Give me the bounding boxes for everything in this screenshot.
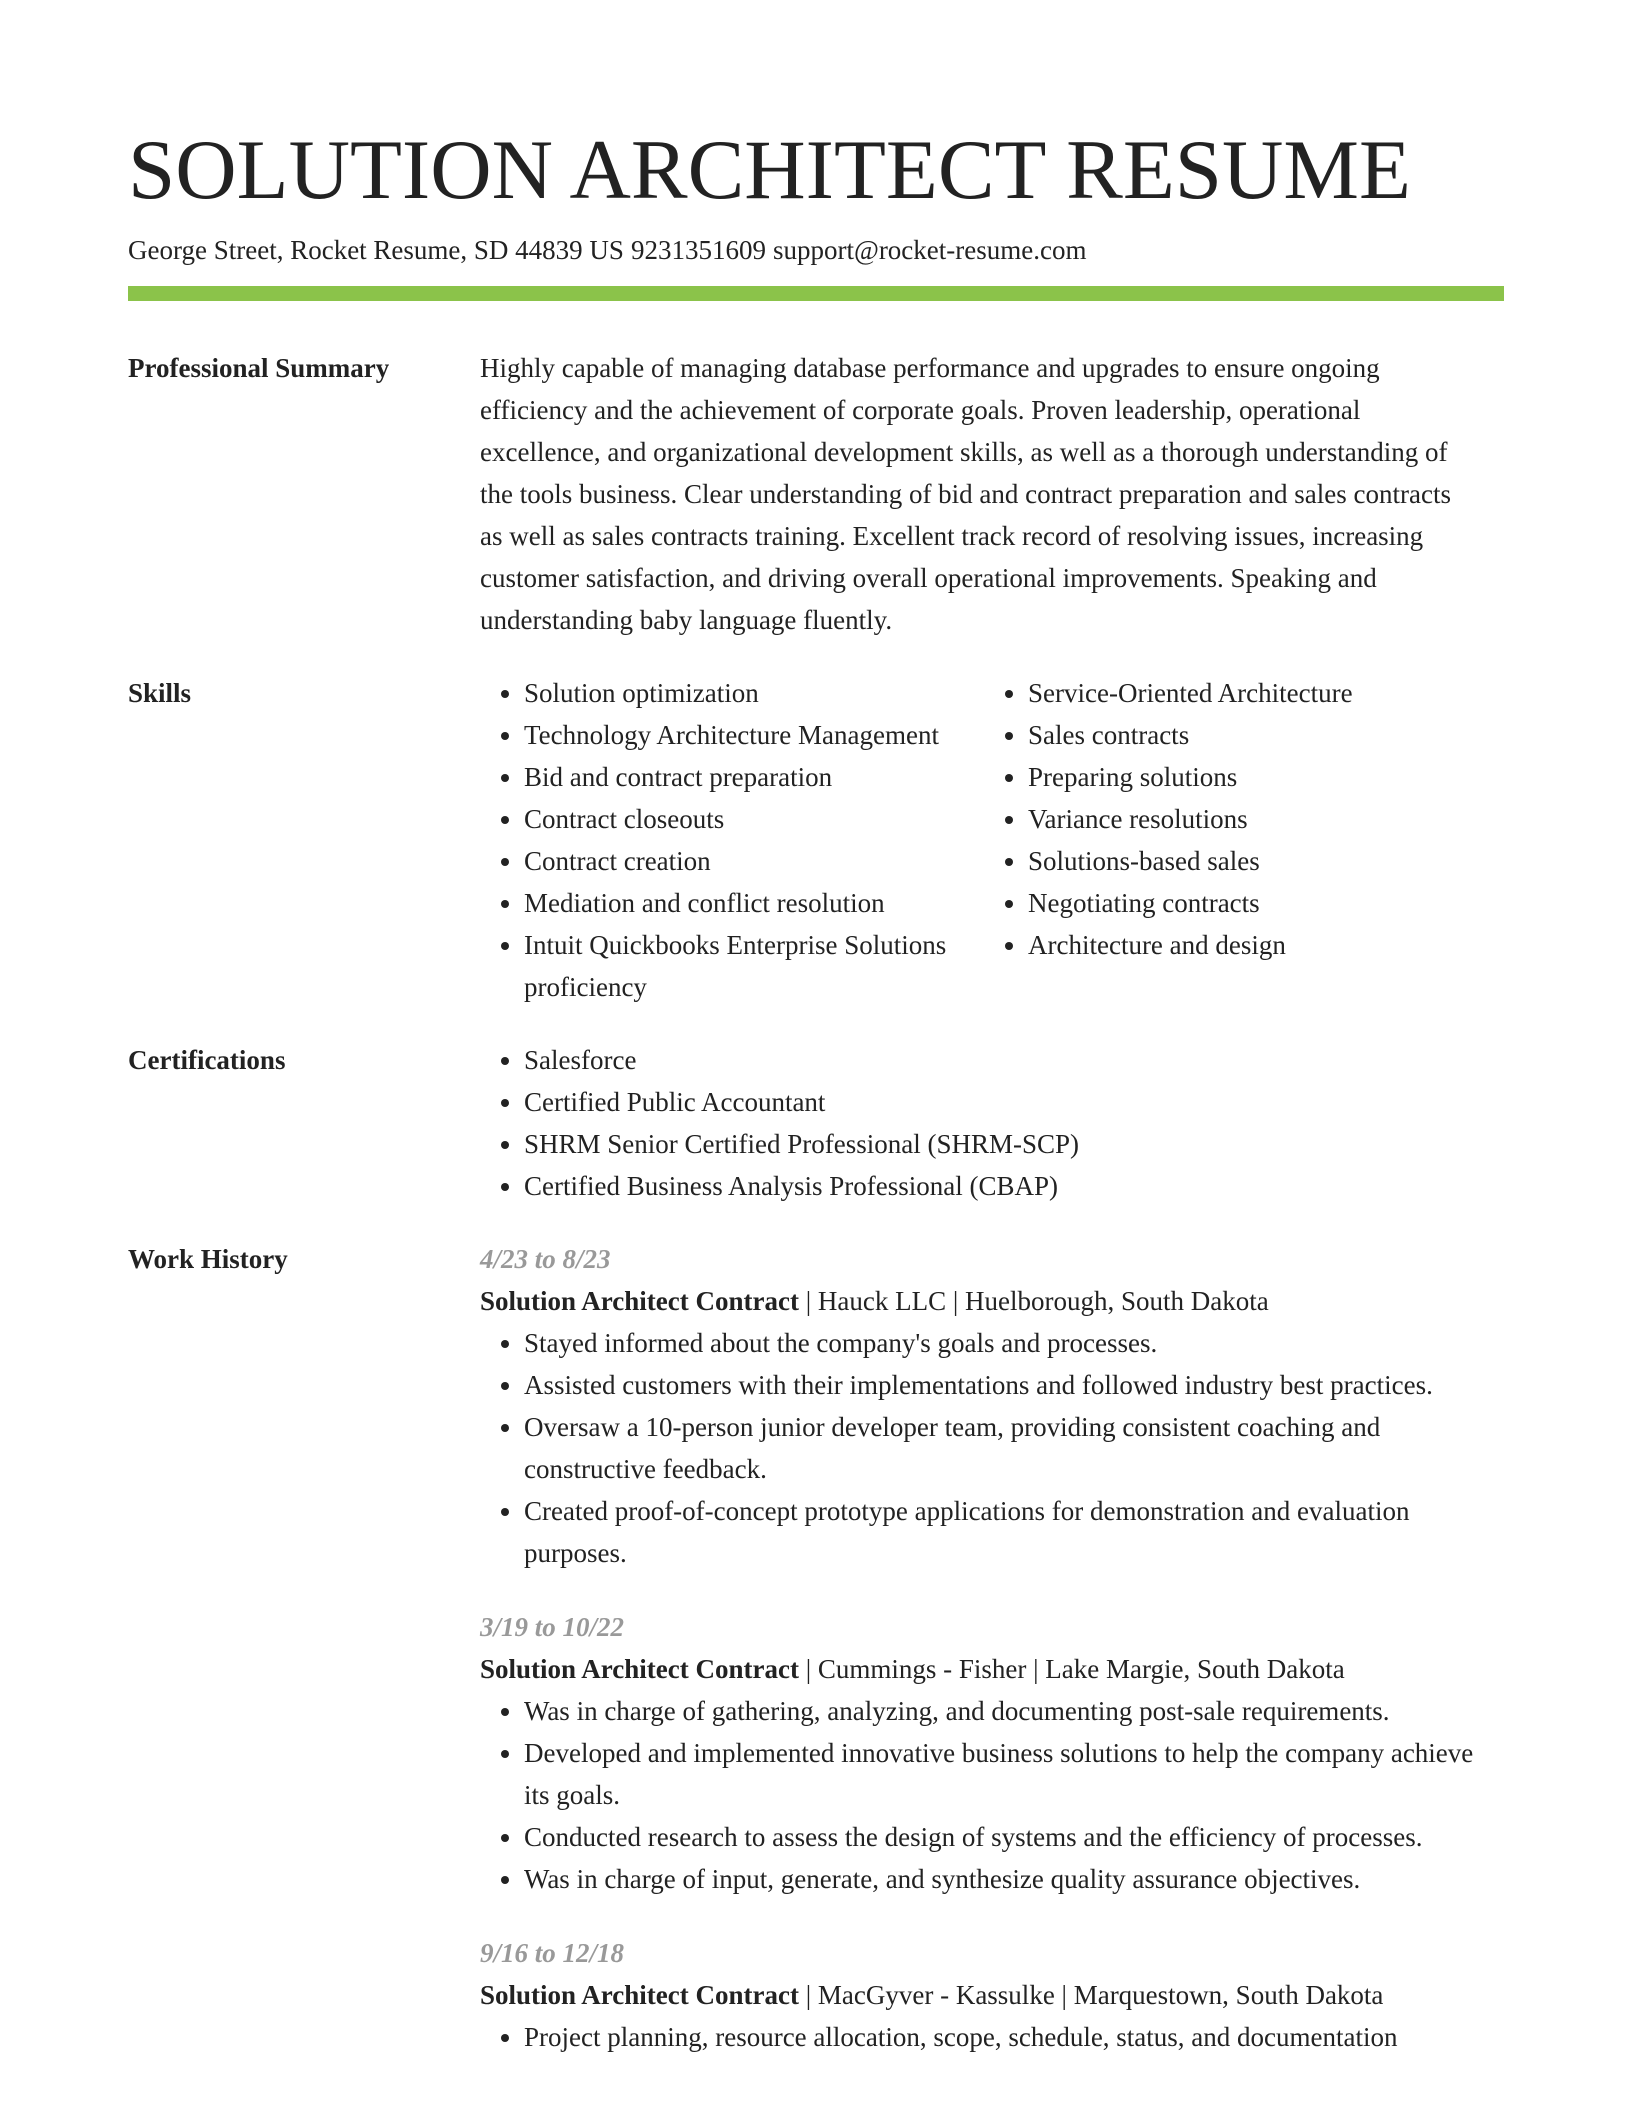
skill-item: • Contract closeouts bbox=[524, 798, 984, 840]
resume-title: SOLUTION ARCHITECT RESUME bbox=[128, 123, 1411, 217]
certifications-body bbox=[480, 1039, 1504, 1207]
skill-item: • Preparing solutions bbox=[1028, 756, 1488, 798]
skill-item: • Variance resolutions bbox=[1028, 798, 1488, 840]
job-title: Solution Architect Contract bbox=[480, 1980, 799, 2010]
certifications-heading: Certifications bbox=[128, 1045, 286, 1075]
job-bullet: • Created proof-of-concept prototype applications for demonstration and evaluation purposes. bbox=[524, 1490, 1504, 1574]
job-bullet: • Project planning, resource allocation, scope, schedule, status, and documentation bbox=[524, 2016, 1504, 2058]
certification-item: • Certified Public Accountant bbox=[524, 1081, 1504, 1123]
job-bullet: • Developed and implemented innovative business solutions to help the company achieve its goals. bbox=[524, 1732, 1504, 1816]
job-title: Solution Architect Contract bbox=[480, 1286, 799, 1316]
contact-line bbox=[128, 232, 1504, 268]
certification-item: • Salesforce bbox=[524, 1039, 1504, 1081]
skill-item: • Bid and contract preparation bbox=[524, 756, 984, 798]
job-entry bbox=[480, 1606, 1504, 1900]
certification-item: • Certified Business Analysis Professional (CBAP) bbox=[524, 1165, 1504, 1207]
skills-list-left bbox=[480, 672, 984, 1008]
job-dates: 3/19 to 10/22 bbox=[480, 1612, 625, 1642]
certifications-section bbox=[128, 1039, 1504, 1207]
summary-section bbox=[128, 347, 1504, 641]
job-details: | Cummings - Fisher | Lake Margie, South Dakota bbox=[798, 1654, 1345, 1684]
skill-item: • Technology Architecture Management bbox=[524, 714, 984, 756]
work-history-heading: Work History bbox=[128, 1244, 288, 1274]
skills-section bbox=[128, 672, 1504, 1008]
skill-item: • Sales contracts bbox=[1028, 714, 1488, 756]
skill-item: • Solutions-based sales bbox=[1028, 840, 1488, 882]
skill-item: • Service-Oriented Architecture bbox=[1028, 672, 1488, 714]
job-header bbox=[480, 1280, 1504, 1322]
job-bullet: • Was in charge of gathering, analyzing, and documenting post-sale requirements. bbox=[524, 1690, 1504, 1732]
work-history-section bbox=[128, 1238, 1504, 2058]
skill-item: • Negotiating contracts bbox=[1028, 882, 1488, 924]
job-dates: 4/23 to 8/23 bbox=[480, 1244, 611, 1274]
summary-heading: Professional Summary bbox=[128, 353, 390, 383]
job-bullet: • Oversaw a 10-person junior developer team, providing consistent coaching and constructive feedback. bbox=[524, 1406, 1504, 1490]
skill-item: • Solution optimization bbox=[524, 672, 984, 714]
skill-item: • Mediation and conflict resolution bbox=[524, 882, 984, 924]
job-dates: 9/16 to 12/18 bbox=[480, 1938, 625, 1968]
contact-address: George Street, Rocket Resume, SD 44839 US bbox=[128, 235, 624, 265]
job-entry bbox=[480, 1238, 1504, 1574]
certifications-list bbox=[480, 1039, 1504, 1207]
job-bullet: • Assisted customers with their implementations and followed industry best practices. bbox=[524, 1364, 1504, 1406]
job-entry bbox=[480, 1932, 1504, 2058]
skill-item: • Contract creation bbox=[524, 840, 984, 882]
skills-heading: Skills bbox=[128, 678, 192, 708]
contact-email[interactable]: support@rocket-resume.com bbox=[772, 235, 1087, 265]
summary-body bbox=[480, 347, 1504, 641]
header-divider bbox=[128, 286, 1504, 301]
contact-phone: 9231351609 bbox=[630, 235, 766, 265]
job-bullets bbox=[480, 2016, 1504, 2058]
job-header bbox=[480, 1648, 1504, 1690]
job-bullet: • Was in charge of input, generate, and synthesize quality assurance objectives. bbox=[524, 1858, 1504, 1900]
job-details: | Hauck LLC | Huelborough, South Dakota bbox=[798, 1286, 1269, 1316]
skills-grid bbox=[480, 672, 1504, 1008]
work-history-body bbox=[480, 1238, 1504, 2058]
job-bullets bbox=[480, 1690, 1504, 1900]
job-header bbox=[480, 1974, 1504, 2016]
job-details: | MacGyver - Kassulke | Marquestown, South Dakota bbox=[798, 1980, 1384, 2010]
summary-text: Highly capable of managing database performance and upgrades to ensure ongoing efficiency and the achievement of corporate goals. Proven leadership, operational excellence, and organizational development skills, as well as a thorough understanding of the tools business. Clear understanding of bid and contract preparation and sales contracts as well as sales contracts training. Excellent track record of resolving issues, increasing customer satisfaction, and driving overall operational improvements. Speaking and understanding baby language fluently. bbox=[480, 353, 1451, 635]
skill-item: • Architecture and design bbox=[1028, 924, 1488, 966]
certification-item: • SHRM Senior Certified Professional (SHRM-SCP) bbox=[524, 1123, 1504, 1165]
resume-page bbox=[128, 0, 1504, 2058]
skills-list-right bbox=[984, 672, 1488, 1008]
skill-item: • Intuit Quickbooks Enterprise Solutions proficiency bbox=[524, 924, 984, 1008]
job-bullets bbox=[480, 1322, 1504, 1574]
job-bullet: • Stayed informed about the company's goals and processes. bbox=[524, 1322, 1504, 1364]
job-bullet: • Conducted research to assess the design of systems and the efficiency of processes. bbox=[524, 1816, 1504, 1858]
job-title: Solution Architect Contract bbox=[480, 1654, 799, 1684]
